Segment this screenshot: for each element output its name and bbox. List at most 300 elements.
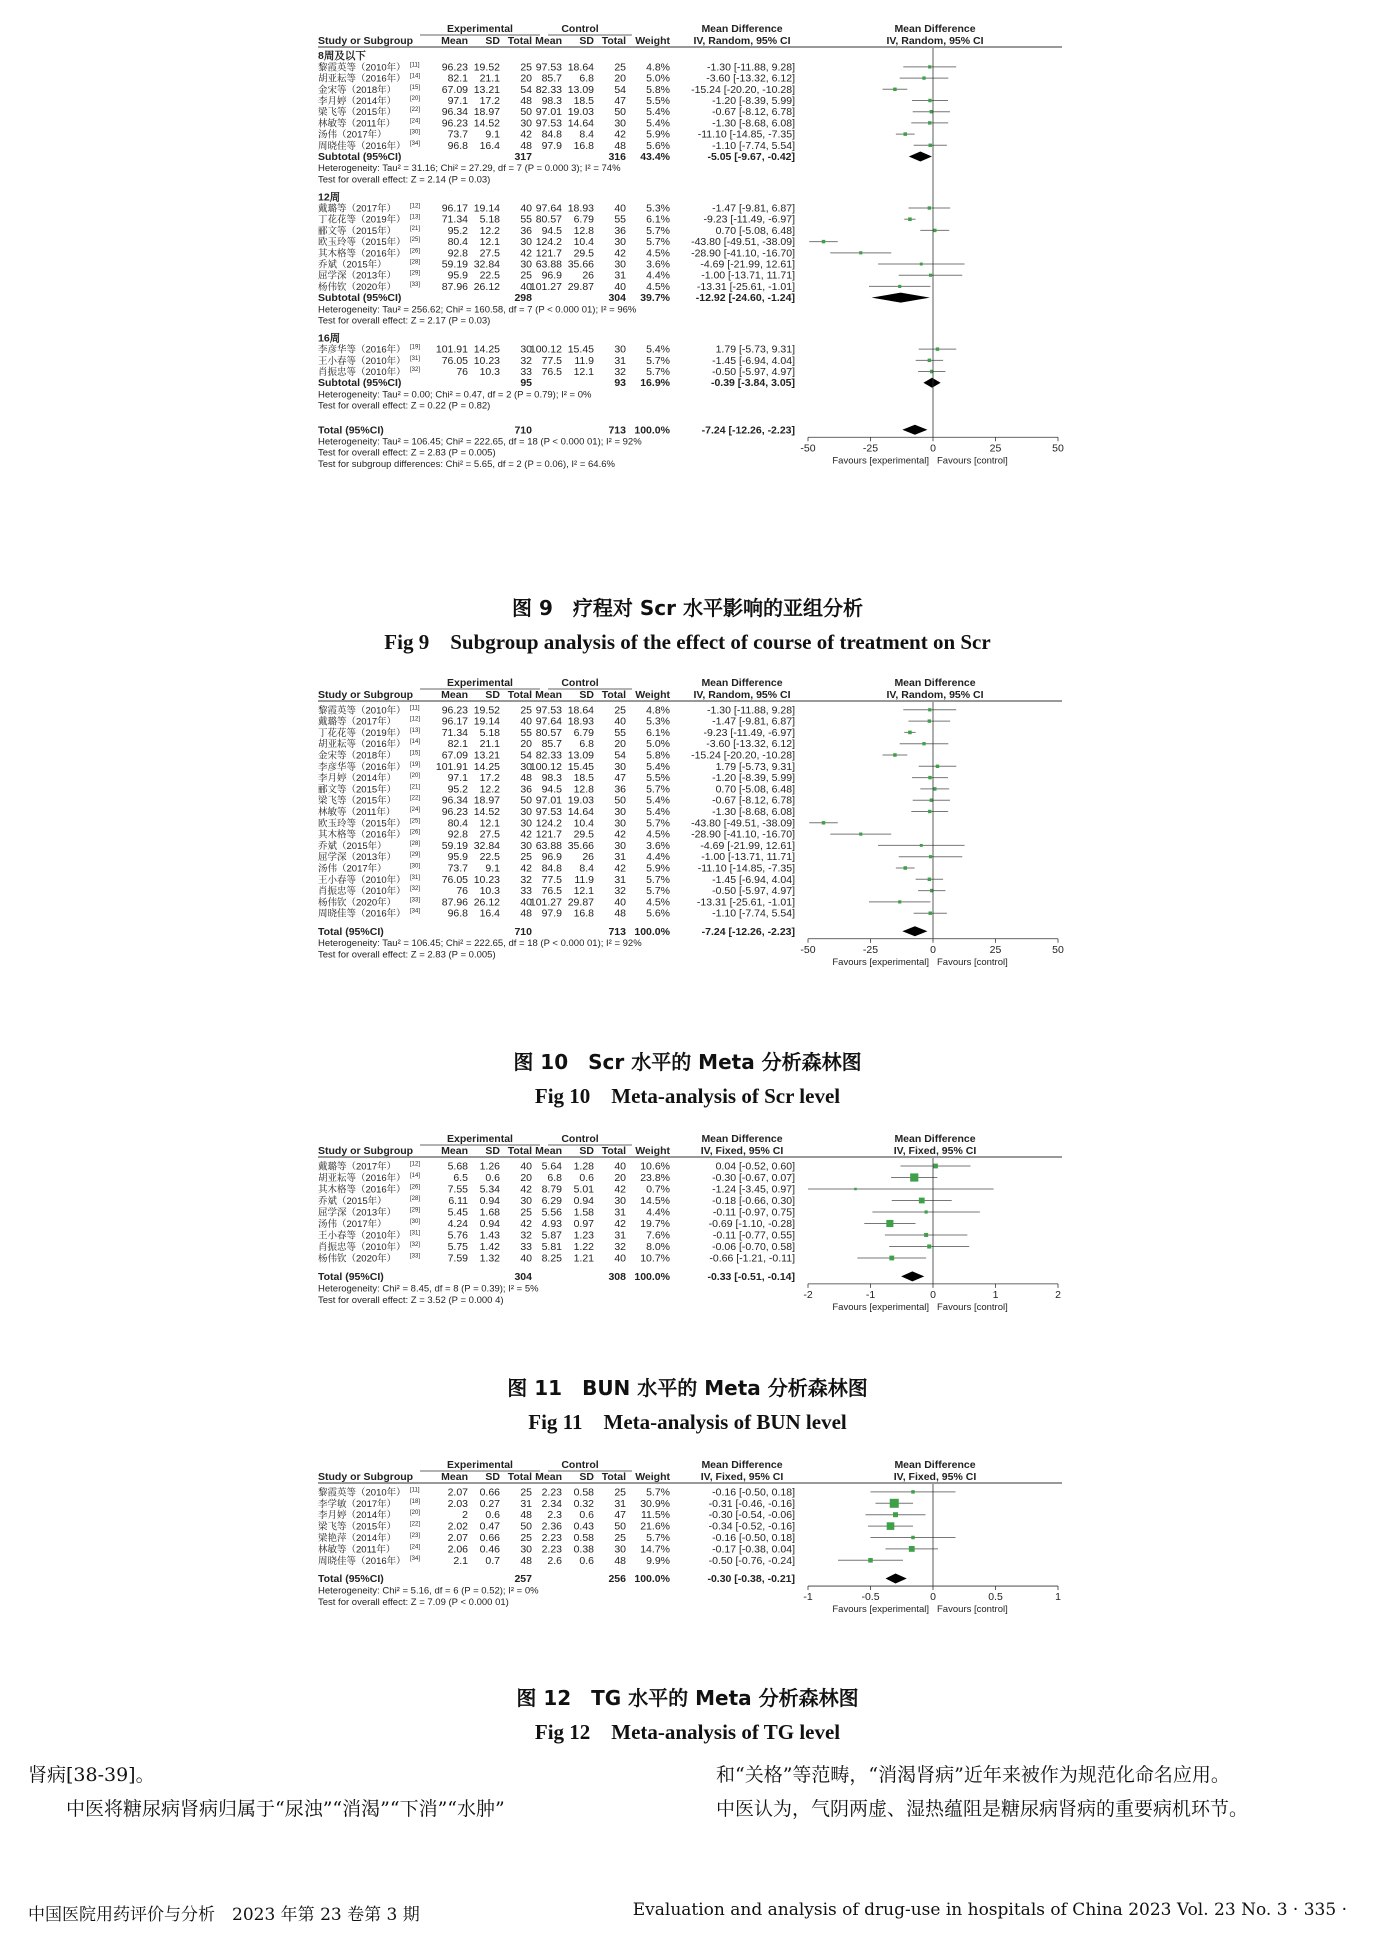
g0-study-5-mean2: 100.12 — [529, 760, 562, 773]
g0-study-4-label: 梁飞等（2015年） — [318, 107, 397, 119]
g0-study-0-mean2: 97.53 — [535, 61, 562, 74]
g0-study-4-point — [893, 753, 897, 757]
g0-study-16-n2: 32 — [614, 885, 626, 898]
g0-study-18-n2: 48 — [614, 907, 626, 920]
g0-study-2-ref: [13] — [410, 727, 421, 734]
g0-study-4-n2: 25 — [614, 1532, 626, 1544]
g2-study-1-ci-text: -1.45 [-6.94, 4.04] — [712, 354, 795, 367]
g0-study-8-ci-text: -0.67 [-8.12, 6.78] — [712, 794, 795, 807]
g1-study-6-point — [929, 274, 932, 277]
overall-effect-0: Test for overall effect: Z = 2.14 (P = 0.03) — [318, 174, 491, 186]
g0-study-13-mean1: 95.9 — [447, 851, 468, 864]
g1-study-5-mean2: 63.88 — [535, 258, 562, 271]
g0-study-17-mean1: 87.96 — [441, 896, 468, 909]
g0-study-2-sd1: 0.6 — [485, 1509, 500, 1522]
g2-study-2-n1: 33 — [520, 366, 532, 379]
g1-study-0-ci-text: -1.47 [-9.81, 6.87] — [712, 202, 795, 215]
g0-study-15-mean1: 76.05 — [441, 873, 468, 886]
g0-study-5-mean2: 2.23 — [541, 1543, 562, 1556]
g0-study-6-mean2: 2.6 — [547, 1554, 562, 1567]
g0-study-4-mean1: 2.07 — [447, 1532, 468, 1544]
g0-study-3-ci-text: -3.60 [-13.32, 6.12] — [706, 738, 795, 751]
g0-study-3-n1: 30 — [520, 1195, 532, 1207]
g0-study-5-ci-text: -0.17 [-0.38, 0.04] — [712, 1543, 795, 1556]
g0-study-4-mean2: 5.56 — [541, 1206, 562, 1219]
g0-study-6-sd2: 18.5 — [573, 772, 594, 785]
g0-study-7-mean1: 95.2 — [447, 783, 468, 796]
g1-study-4-sd2: 29.5 — [573, 247, 594, 260]
total-n1: 710 — [514, 925, 532, 938]
g0-study-1-weight: 5.0% — [646, 72, 670, 85]
g0-study-18-label: 周晓佳等（2016年） — [318, 908, 406, 920]
total-weight: 100.0% — [634, 1573, 670, 1586]
g0-study-11-label: 其木格等（2016年） — [318, 829, 406, 841]
g0-study-11-mean2: 121.7 — [535, 828, 562, 841]
subtotal-0-ci-text: -5.05 [-9.67, -0.42] — [707, 151, 795, 163]
g1-study-1-ci-text: -9.23 [-11.49, -6.97] — [703, 213, 795, 226]
md-plot-header: Mean Difference — [894, 23, 976, 35]
g0-study-4-point — [930, 110, 933, 113]
total-label: Total (95%CI) — [318, 925, 384, 938]
body-right-line-2: 中医认为，气阴两虚、湿热蕴阻是糖尿病肾病的重要病机环节。 — [716, 1798, 1249, 1820]
g0-study-1-label: 胡亚耘等（2016年） — [318, 73, 406, 85]
g0-study-7-n1: 48 — [520, 139, 532, 152]
model-header: IV, Random, 95% CI — [693, 35, 791, 47]
g0-study-4-sd2: 1.58 — [573, 1206, 594, 1219]
g0-study-2-sd1: 5.34 — [479, 1183, 500, 1196]
g0-study-8-sd2: 1.21 — [573, 1252, 594, 1265]
g2-study-0-sd2: 15.45 — [567, 343, 594, 356]
fig9-caption-cn: 图 9 疗程对 Scr 水平影响的亚组分析 — [512, 596, 863, 620]
g0-study-13-label: 屈学深（2013年） — [318, 852, 397, 864]
body-left-line-1: 肾病[38-39]。 — [28, 1764, 155, 1786]
g0-study-6-ref: [34] — [410, 1555, 421, 1562]
g2-study-1-ref: [31] — [410, 355, 421, 362]
g0-study-17-point — [898, 900, 901, 903]
g0-study-5-point — [909, 1546, 915, 1552]
g0-study-15-point — [928, 878, 931, 881]
axis-tick-label-2: 0 — [930, 943, 936, 956]
g0-study-0-mean1: 2.07 — [447, 1486, 468, 1499]
g0-study-4-ci-text: -0.16 [-0.50, 0.18] — [712, 1532, 795, 1544]
axis-tick-label-2: 0 — [930, 1591, 936, 1604]
g0-study-4-sd1: 18.97 — [473, 106, 500, 119]
g0-study-14-label: 汤伟（2017年） — [318, 863, 387, 875]
g0-study-1-label: 李学敏（2017年） — [318, 1498, 397, 1510]
g0-study-3-ci-text: -0.18 [-0.66, 0.30] — [712, 1195, 795, 1207]
g0-study-6-point — [903, 132, 907, 136]
g0-study-0-ci-text: 0.04 [-0.52, 0.60] — [715, 1160, 795, 1173]
g1-study-7-mean2: 101.27 — [529, 280, 562, 293]
body-right-column — [716, 1758, 1248, 1826]
g0-study-6-sd2: 1.23 — [573, 1229, 594, 1242]
g0-study-0-weight: 4.8% — [646, 704, 670, 717]
subtotal-2-n2: 93 — [614, 377, 626, 390]
total-ci-text: -7.24 [-12.26, -2.23] — [701, 925, 795, 938]
g0-study-7-sd1: 12.2 — [479, 783, 500, 796]
subtotal-2-n1: 95 — [520, 377, 532, 390]
model-plot-header: IV, Fixed, 95% CI — [893, 1471, 977, 1483]
g0-study-17-n2: 40 — [614, 896, 626, 909]
g0-study-5-ref: [24] — [410, 118, 421, 125]
g1-study-7-mean1: 87.96 — [441, 280, 468, 293]
g0-study-2-mean2: 80.57 — [535, 726, 562, 739]
g0-study-3-sd1: 0.94 — [479, 1195, 500, 1207]
g0-study-18-sd1: 16.4 — [479, 907, 500, 920]
md-header: Mean Difference — [701, 1133, 783, 1145]
g0-study-4-mean2: 97.01 — [535, 106, 562, 119]
g0-study-4-mean1: 96.34 — [441, 106, 468, 119]
g0-study-1-point — [910, 1173, 918, 1181]
g0-study-5-sd1: 14.25 — [473, 760, 500, 773]
g1-study-6-n2: 31 — [614, 269, 626, 282]
g2-study-0-n1: 30 — [520, 343, 532, 356]
g0-study-15-weight: 5.7% — [646, 873, 670, 886]
g1-study-1-weight: 6.1% — [646, 213, 670, 226]
g0-study-1-mean2: 6.8 — [547, 1172, 562, 1184]
g0-study-9-weight: 5.4% — [646, 806, 670, 818]
g0-study-2-point — [854, 1188, 857, 1191]
model-plot-header: IV, Fixed, 95% CI — [893, 1145, 977, 1157]
g1-study-4-mean2: 121.7 — [535, 247, 562, 260]
g0-study-8-mean2: 8.25 — [541, 1252, 562, 1265]
mean1-header: Mean — [441, 35, 468, 47]
axis-tick-label-1: -0.5 — [861, 1591, 880, 1604]
md-plot-header: Mean Difference — [894, 677, 976, 689]
g0-study-8-ci-text: -0.66 [-1.21, -0.11] — [709, 1252, 795, 1265]
g0-study-7-point — [933, 787, 936, 790]
g0-study-7-n2: 32 — [614, 1241, 626, 1253]
g0-study-11-n2: 42 — [614, 828, 626, 841]
favours-left: Favours [experimental] — [832, 455, 929, 467]
g0-study-9-ref: [24] — [410, 807, 421, 813]
g2-study-1-n1: 32 — [520, 354, 532, 367]
subtotal-1-label: Subtotal (95%CI) — [318, 292, 402, 305]
subtotal-1-n2: 304 — [608, 292, 626, 305]
g0-study-7-n1: 33 — [520, 1241, 532, 1253]
g0-study-17-weight: 4.5% — [646, 896, 670, 909]
g0-study-4-n1: 25 — [520, 1532, 532, 1544]
g0-study-5-weight: 14.7% — [640, 1543, 670, 1556]
subtotal-0-n2: 316 — [608, 151, 626, 163]
g0-study-6-point — [924, 1233, 928, 1237]
g0-study-9-mean1: 96.23 — [441, 806, 468, 818]
g0-study-13-n2: 31 — [614, 851, 626, 864]
g0-study-7-ci-text: -1.10 [-7.74, 5.54] — [712, 139, 795, 152]
g0-study-5-point — [886, 1220, 893, 1227]
g0-study-2-sd1: 5.18 — [479, 726, 500, 739]
g1-study-5-ref: [28] — [410, 259, 421, 266]
g1-study-1-sd2: 6.79 — [573, 213, 594, 226]
g0-study-6-n1: 32 — [520, 1229, 532, 1242]
total-diamond — [886, 1574, 907, 1584]
total2-header: Total — [601, 35, 626, 47]
g0-study-5-ref: [19] — [410, 761, 421, 768]
g1-study-5-mean1: 59.19 — [441, 258, 468, 271]
subgroup-title-1: 12周 — [318, 191, 341, 204]
total-ci-text: -0.33 [-0.51, -0.14] — [707, 1270, 795, 1283]
axis-tick-label-3: 25 — [989, 943, 1002, 956]
g0-study-7-n1: 36 — [520, 783, 532, 796]
sd2-header: SD — [579, 1471, 594, 1483]
subtotal-1-n1: 298 — [514, 292, 532, 305]
total-ci-text: -7.24 [-12.26, -2.23] — [701, 424, 795, 437]
mean2-header: Mean — [535, 689, 562, 701]
forest-plot-fig10 — [0, 674, 1375, 1034]
g0-study-1-label: 戴璐等（2017年） — [318, 716, 397, 728]
g0-study-10-weight: 5.7% — [646, 817, 670, 830]
g0-study-0-point — [928, 65, 931, 68]
g0-study-6-mean1: 5.76 — [447, 1229, 468, 1242]
g0-study-6-weight: 5.5% — [646, 772, 670, 785]
g1-study-2-ref: [21] — [410, 225, 421, 232]
g0-study-8-n1: 50 — [520, 794, 532, 807]
g0-study-2-weight: 6.1% — [646, 726, 670, 739]
g0-study-4-weight: 5.8% — [646, 749, 670, 762]
g1-study-4-ci-text: -28.90 [-41.10, -16.70] — [691, 247, 795, 260]
g0-study-3-weight: 21.6% — [640, 1520, 670, 1533]
g0-study-0-sd1: 1.26 — [479, 1160, 500, 1173]
g0-study-1-ci-text: -0.31 [-0.46, -0.16] — [708, 1497, 795, 1510]
g0-study-6-ref: [20] — [410, 773, 421, 780]
footer-stat-1: Test for overall effect: Z = 7.09 (P < 0.000 01) — [318, 1596, 509, 1608]
total2-header: Total — [601, 1471, 626, 1483]
g2-study-1-label: 王小春等（2010年） — [318, 355, 406, 367]
g1-study-1-mean2: 80.57 — [535, 213, 562, 226]
total1-header: Total — [507, 35, 532, 47]
g1-study-7-weight: 4.5% — [646, 280, 670, 293]
g1-study-4-n2: 42 — [614, 247, 626, 260]
g0-study-12-label: 乔斌（2015年） — [318, 840, 387, 852]
g0-study-2-n2: 42 — [614, 1183, 626, 1196]
g0-study-7-ci-text: 0.70 [-5.08, 6.48] — [715, 783, 795, 796]
g1-study-6-ci-text: -1.00 [-13.71, 11.71] — [701, 269, 795, 282]
g0-study-15-sd1: 10.23 — [473, 873, 500, 886]
g0-study-6-n2: 48 — [614, 1554, 626, 1567]
g0-study-0-point — [928, 708, 931, 711]
g0-study-3-weight: 5.0% — [646, 738, 670, 751]
g0-study-9-sd1: 14.52 — [473, 806, 500, 818]
sd1-header: SD — [485, 689, 500, 701]
g0-study-3-sd2: 6.8 — [579, 738, 594, 751]
fig12-caption-cn: 图 12 TG 水平的 Meta 分析森林图 — [516, 1686, 859, 1710]
g0-study-0-sd2: 0.58 — [573, 1486, 594, 1499]
g0-study-15-label: 王小春等（2010年） — [318, 874, 406, 886]
total-n2: 256 — [608, 1573, 626, 1586]
g0-study-12-n1: 30 — [520, 839, 532, 852]
g0-study-2-n1: 42 — [520, 1183, 532, 1196]
g0-study-15-mean2: 77.5 — [541, 873, 562, 886]
g0-study-3-weight: 5.5% — [646, 95, 670, 107]
g0-study-10-ci-text: -43.80 [-49.51, -38.09] — [691, 817, 795, 830]
g0-study-0-weight: 10.6% — [640, 1160, 670, 1173]
g1-study-4-n1: 42 — [520, 247, 532, 260]
g0-study-11-ci-text: -28.90 [-41.10, -16.70] — [691, 828, 795, 841]
g0-study-2-ref: [26] — [410, 1184, 421, 1191]
g0-study-5-mean1: 101.91 — [435, 760, 468, 773]
g0-study-3-point — [919, 1198, 925, 1204]
g0-study-0-mean2: 5.64 — [541, 1160, 562, 1173]
g0-study-6-sd2: 0.6 — [579, 1554, 594, 1567]
g0-study-4-n2: 31 — [614, 1206, 626, 1219]
g0-study-5-mean1: 4.24 — [447, 1218, 468, 1230]
g0-study-2-sd2: 5.01 — [573, 1183, 594, 1196]
g0-study-4-sd2: 19.03 — [567, 106, 594, 119]
g0-study-6-mean1: 73.7 — [447, 128, 468, 141]
axis-tick-label-3: 0.5 — [988, 1591, 1003, 1604]
g0-study-13-weight: 4.4% — [646, 851, 670, 864]
subtotal-0-diamond — [909, 152, 932, 162]
g0-study-16-mean2: 76.5 — [541, 885, 562, 898]
g1-study-0-sd2: 18.93 — [567, 202, 594, 215]
g0-study-5-n2: 30 — [614, 1543, 626, 1556]
g0-study-0-label: 黎霞英等（2010年） — [318, 1487, 406, 1499]
md-header: Mean Difference — [701, 677, 783, 689]
g0-study-10-sd2: 10.4 — [573, 817, 594, 830]
g2-study-1-n2: 31 — [614, 354, 626, 367]
g0-study-2-point — [893, 1512, 898, 1517]
study-header: Study or Subgroup — [318, 1471, 414, 1483]
g0-study-5-ci-text: 1.79 [-5.73, 9.31] — [715, 760, 795, 773]
subtotal-0-weight: 43.4% — [640, 151, 670, 163]
g0-study-8-point — [889, 1256, 894, 1261]
subtotal-2-ci-text: -0.39 [-3.84, 3.05] — [710, 377, 795, 390]
g0-study-15-ci-text: -1.45 [-6.94, 4.04] — [712, 873, 795, 886]
g0-study-8-mean1: 7.59 — [447, 1252, 468, 1265]
favours-left: Favours [experimental] — [832, 956, 929, 968]
g0-study-0-ci-text: -1.30 [-11.88, 9.28] — [707, 704, 795, 717]
g0-study-1-sd2: 0.32 — [573, 1497, 594, 1510]
g0-study-7-sd2: 1.22 — [573, 1241, 594, 1253]
g0-study-4-point — [925, 1210, 928, 1213]
g0-study-12-mean1: 59.19 — [441, 839, 468, 852]
g0-study-7-label: 周晓佳等（2016年） — [318, 140, 406, 152]
g0-study-5-n1: 42 — [520, 1218, 532, 1230]
g0-study-4-label: 金宋等（2018年） — [318, 750, 397, 762]
g0-study-13-ref: [29] — [410, 852, 421, 859]
g0-study-5-sd2: 14.64 — [567, 117, 594, 130]
g0-study-0-mean2: 2.23 — [541, 1486, 562, 1499]
g2-study-0-label: 李彦华等（2016年） — [318, 344, 406, 356]
g0-study-13-mean2: 96.9 — [541, 851, 562, 864]
g0-study-8-point — [930, 798, 933, 801]
g0-study-4-mean1: 67.09 — [441, 749, 468, 762]
g0-study-3-ref: [14] — [410, 739, 421, 746]
g0-study-6-label: 周晓佳等（2016年） — [318, 1555, 406, 1567]
g0-study-1-weight: 23.8% — [640, 1172, 670, 1184]
g2-study-1-sd2: 11.9 — [574, 354, 594, 367]
g0-study-0-mean1: 96.23 — [441, 704, 468, 717]
g0-study-3-n2: 20 — [614, 738, 626, 751]
g0-study-6-label: 汤伟（2017年） — [318, 129, 387, 141]
g0-study-1-mean1: 82.1 — [447, 72, 468, 85]
g0-study-1-mean2: 2.34 — [541, 1497, 562, 1510]
g1-study-7-n1: 40 — [520, 280, 532, 293]
g0-study-7-n2: 48 — [614, 139, 626, 152]
g2-study-1-mean2: 77.5 — [541, 354, 562, 367]
g0-study-0-n1: 25 — [520, 704, 532, 717]
g0-study-8-weight: 10.7% — [640, 1252, 670, 1265]
g0-study-1-sd2: 0.6 — [579, 1172, 594, 1184]
subtotal-2-diamond — [923, 378, 940, 388]
g0-study-7-ci-text: -0.06 [-0.70, 0.58] — [712, 1241, 795, 1253]
g0-study-0-ref: [11] — [410, 1487, 420, 1494]
g0-study-2-n1: 48 — [520, 1509, 532, 1522]
g0-study-3-ref: [28] — [410, 1196, 421, 1202]
g2-study-2-n2: 32 — [614, 366, 626, 379]
g1-study-0-label: 戴璐等（2017年） — [318, 203, 397, 215]
g0-study-14-ci-text: -11.10 [-14.85, -7.35] — [697, 862, 795, 875]
body-left-column — [28, 1758, 505, 1826]
g0-study-9-label: 林敏等（2011年） — [318, 807, 396, 818]
g1-study-6-mean2: 96.9 — [541, 269, 562, 282]
axis-tick-label-1: -25 — [862, 943, 879, 956]
heterogeneity-2: Heterogeneity: Tau² = 0.00; Chi² = 0.47, df = 2 (P = 0.79); I² = 0% — [318, 389, 592, 401]
g0-study-7-mean1: 5.75 — [447, 1241, 468, 1253]
g0-study-17-label: 杨伟钦（2020年） — [318, 897, 397, 909]
g0-study-8-weight: 5.4% — [646, 794, 670, 807]
g0-study-5-n1: 30 — [520, 117, 532, 130]
g1-study-2-mean1: 95.2 — [447, 224, 468, 237]
md-plot-header: Mean Difference — [894, 1459, 976, 1471]
g0-study-16-n1: 33 — [520, 885, 532, 898]
g0-study-5-sd1: 0.46 — [479, 1543, 500, 1556]
g0-study-4-n1: 25 — [520, 1206, 532, 1219]
g0-study-0-n2: 25 — [614, 1486, 626, 1499]
g0-study-4-ci-text: -0.11 [-0.97, 0.75] — [712, 1206, 795, 1219]
total-diamond — [902, 425, 927, 435]
g0-study-1-ci-text: -3.60 [-13.32, 6.12] — [706, 72, 795, 85]
g0-study-6-n1: 42 — [520, 128, 532, 141]
g0-study-5-label: 汤伟（2017年） — [318, 1219, 387, 1230]
g0-study-6-n2: 31 — [614, 1229, 626, 1242]
g0-study-1-sd1: 0.27 — [479, 1497, 500, 1510]
study-header: Study or Subgroup — [318, 35, 414, 47]
g0-study-2-mean2: 82.33 — [535, 83, 562, 96]
experimental-header: Experimental — [447, 677, 513, 689]
total-n1: 710 — [514, 424, 532, 437]
g0-study-1-sd2: 18.93 — [567, 715, 594, 728]
g0-study-6-sd1: 1.43 — [479, 1229, 500, 1242]
g0-study-9-n2: 30 — [614, 806, 626, 818]
sd2-header: SD — [579, 35, 594, 47]
g0-study-18-ref: [34] — [410, 908, 421, 915]
g1-study-3-sd2: 10.4 — [573, 236, 594, 249]
g0-study-3-ref: [20] — [410, 96, 421, 102]
g1-study-7-ci-text: -13.31 [-25.61, -1.01] — [696, 280, 795, 293]
axis-tick-label-1: -1 — [865, 1288, 876, 1301]
g0-study-16-label: 肖振忠等（2010年） — [318, 886, 406, 898]
axis-tick-label-4: 1 — [1055, 1591, 1061, 1604]
g0-study-0-n2: 25 — [614, 704, 626, 717]
g0-study-6-sd1: 17.2 — [479, 772, 500, 785]
g1-study-2-mean2: 94.5 — [541, 224, 562, 237]
forest-plot-fig9 — [0, 20, 1375, 580]
g1-study-0-point — [928, 206, 931, 209]
g0-study-8-mean2: 97.01 — [535, 794, 562, 807]
g0-study-7-sd1: 1.42 — [479, 1241, 500, 1253]
g0-study-18-ci-text: -1.10 [-7.74, 5.54] — [712, 907, 795, 920]
g0-study-7-ref: [32] — [410, 1242, 421, 1248]
g0-study-0-mean2: 97.53 — [535, 704, 562, 717]
g0-study-5-label: 林敏等（2011年） — [318, 118, 396, 130]
g0-study-0-n2: 40 — [614, 1160, 626, 1173]
g0-study-5-point — [928, 121, 931, 124]
sd1-header: SD — [485, 35, 500, 47]
g0-study-5-n2: 30 — [614, 117, 626, 130]
g0-study-1-mean1: 2.03 — [447, 1497, 468, 1510]
g0-study-7-mean2: 94.5 — [541, 783, 562, 796]
